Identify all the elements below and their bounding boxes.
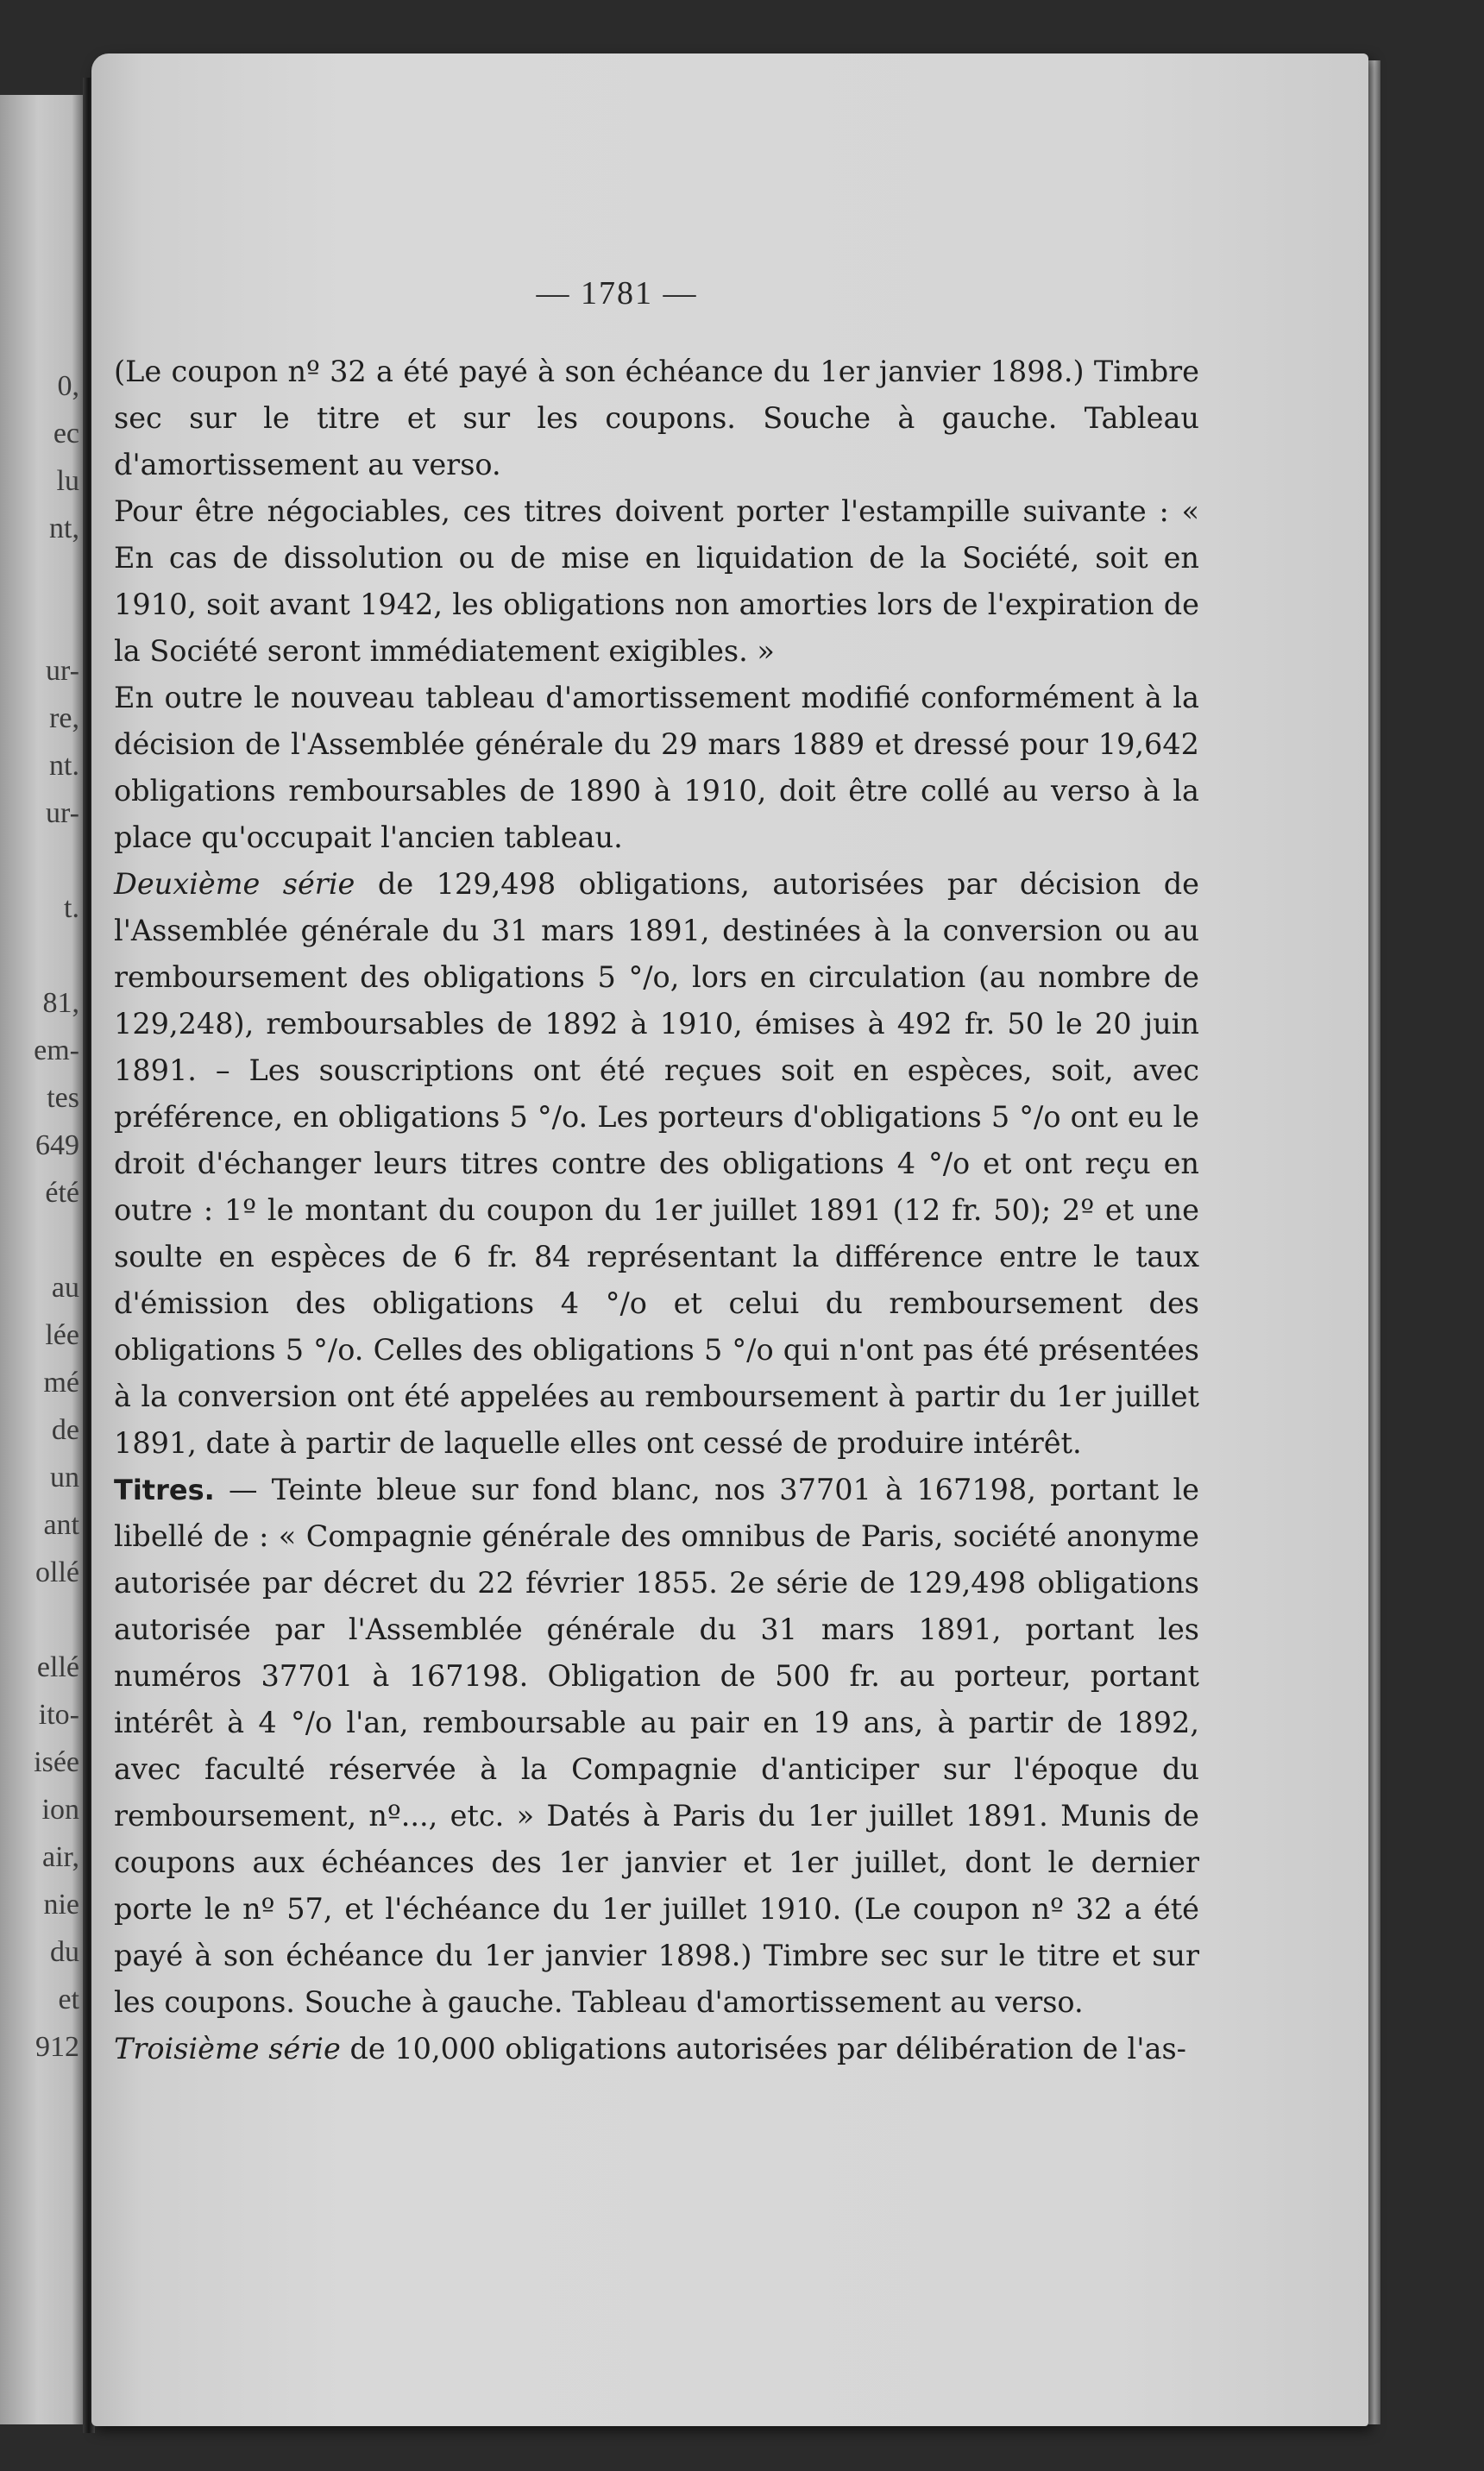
margin-fragment [0,932,79,979]
margin-fragment: au [51,1272,79,1304]
margin-fragment: ur- [46,655,79,687]
margin-fragment [0,552,79,600]
margin-fragment: air, [42,1841,79,1873]
body-text [114,349,1199,2072]
margin-fragment: em- [34,1034,79,1066]
margin-fragment: du [50,1936,79,1968]
margin-fragment: 0, [57,370,79,402]
margin-fragment: ellé [36,1651,79,1683]
page-number: — 1781 — [536,275,698,311]
margin-fragment: ito- [38,1699,79,1731]
paragraph: Pour être négociables, ces titres doivent porter l'estampille suivante : « En cas de dissolution ou de mise en liquidation de la Société, soit en 1910, soit avant 1942, les obligations non amorties lors de l'expiration de la Société seront immédiatement exigibles. » [114,494,1199,668]
paragraph-text: de 10,000 obligations autorisées par délibération de l'as- [340,2032,1186,2065]
margin-fragment: 81, [42,987,79,1019]
paragraph-text: — Teinte bleue sur fond blanc, nos 37701 à 167198, portant le libellé de : « Compagnie générale des omnibus de Paris, société anonyme autorisée par décret du 22 février 1855. 2e série de 129,498 obligations autorisée par l'Assemblée générale du 31 mars 1891, portant les numéros 37701 à 167198. Obligation de 500 fr. au porteur, portant intérêt à 4 °/o l'an, remboursable au pair en 19 ans, à partir de 1892, avec faculté réservée à la Compagnie d'anticiper sur l'époque du remboursement, nº..., etc. » Datés à Paris du 1er juillet 1891. Munis de coupons aux échéances des 1er janvier et 1er juillet, dont le dernier porte le nº 57, et l'échéance du 1er juillet 1910. (Le coupon nº 32 a été payé à son échéance du 1er janvier 1898.) Timbre sec sur le titre et sur les coupons. Souche à gauche. Tableau d'amortissement au verso. [114,1473,1199,2019]
paragraph: (Le coupon nº 32 a été payé à son échéance du 1er janvier 1898.) Timbre sec sur le titre et sur les coupons. Souche à gauche. Tableau d'amortissement au verso. [114,355,1199,481]
margin-fragment: ec [53,418,79,450]
section-label: Titres. [114,1474,215,1506]
margin-fragment: re, [49,702,79,734]
margin-fragment [0,837,79,884]
facing-page-margin-text [0,362,79,2071]
margin-fragment: nt. [49,750,79,782]
paragraph [114,2026,1199,2072]
margin-fragment: ant [43,1509,79,1541]
facing-page [0,95,85,2424]
margin-fragment: nt, [49,512,79,544]
margin-fragment: ollé [35,1556,79,1588]
margin-fragment: été [45,1177,79,1209]
series-heading: Deuxième série [114,867,355,901]
margin-fragment: tes [47,1082,79,1114]
paragraph: En outre le nouveau tableau d'amortissement modifié conformément à la décision de l'Assemblée générale du 29 mars 1889 et dressé pour 19,642 obligations remboursables de 1890 à 1910, doit être collé au verso à la place qu'occupait l'ancien tableau. [114,681,1199,854]
page-edge [1368,60,1380,2424]
margin-fragment: un [50,1462,79,1493]
margin-fragment: lu [56,465,79,497]
paragraph [114,861,1199,1467]
margin-fragment: mé [43,1367,79,1399]
margin-fragment: t. [64,892,79,924]
paragraph [114,1467,1199,2026]
margin-fragment: et [58,1984,79,2015]
margin-fragment: lée [45,1319,79,1351]
margin-fragment: 912 [35,2031,79,2063]
margin-fragment: nie [43,1889,79,1921]
margin-fragment: 649 [35,1129,79,1161]
margin-fragment: de [51,1414,79,1446]
series-heading: Troisième série [114,2032,341,2065]
margin-fragment: ion [41,1794,79,1826]
margin-fragment: ur- [46,797,79,829]
margin-fragment: isée [34,1746,79,1778]
paragraph-text: de 129,498 obligations, autorisées par décision de l'Assemblée générale du 31 mars 1891, destinées à la conversion ou au remboursement des obligations 5 °/o, lors en circulation (au nombre de 129,248), remboursables de 1892 à 1910, émises à 492 fr. 50 le 20 juin 1891. – Les souscriptions ont été reçues soit en espèces, soit, avec préférence, en obligations 5 °/o. Les porteurs d'obligations 5 °/o ont eu le droit d'échanger leurs titres contre des obligations 4 °/o et ont reçu en outre : 1º le montant du coupon du 1er juillet 1891 (12 fr. 50); 2º et une soulte en espèces de 6 fr. 84 représentant la différence entre le taux d'émission des obligations 4 °/o et celui du remboursement des obligations 5 °/o. Celles des obligations 5 °/o qui n'ont pas été présentées à la conversion ont été appelées au remboursement à partir du 1er juillet 1891, date à partir de laquelle elles ont cessé de produire intérêt. [114,867,1199,1460]
margin-fragment [0,600,79,647]
margin-fragment [0,1217,79,1264]
margin-fragment [0,1596,79,1644]
